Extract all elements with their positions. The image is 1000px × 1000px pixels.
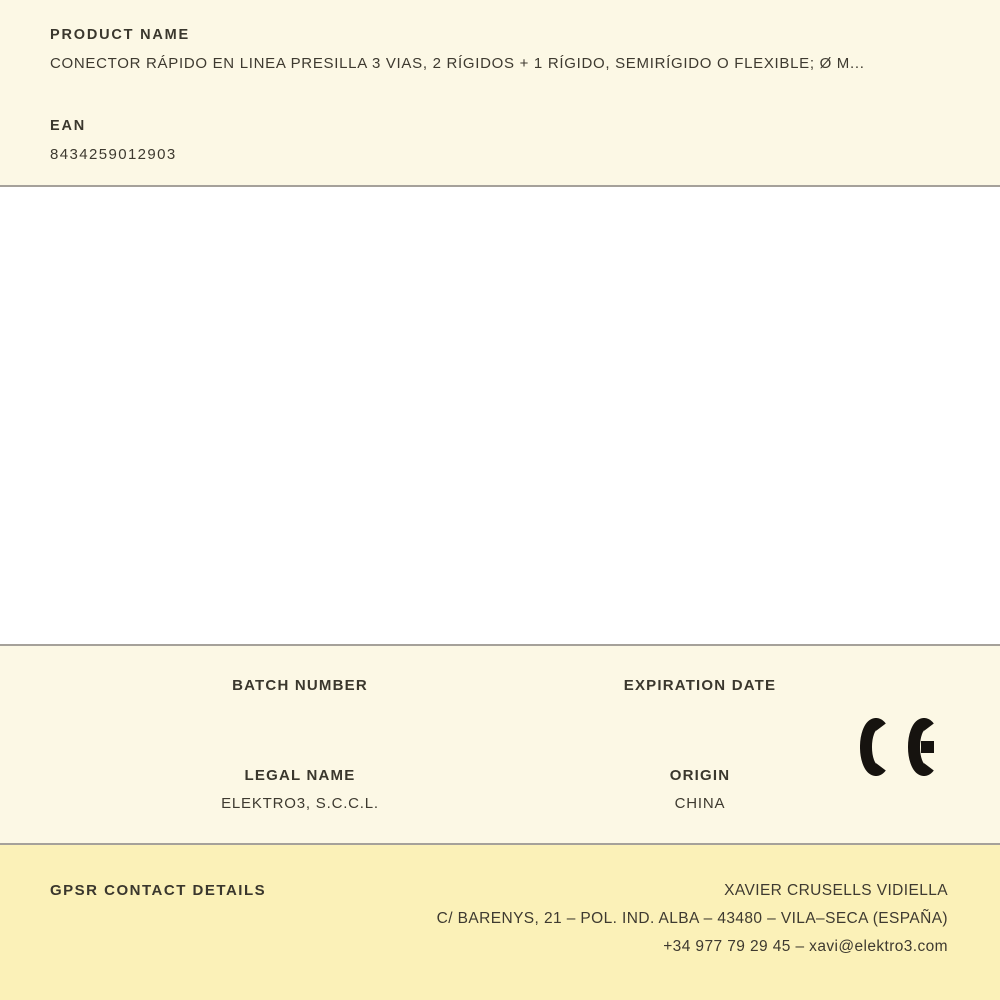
expiration-date-value — [500, 706, 900, 722]
contact-address: C/ BARENYS, 21 – POL. IND. ALBA – 43480 – VILA–SECA (ESPAÑA) — [436, 910, 948, 927]
product-name-value: CONECTOR RÁPIDO EN LINEA PRESILLA 3 VIAS, 2 RÍGIDOS + 1 RÍGIDO, SEMIRÍGIDO O FLEXIBLE; Ø M... — [50, 54, 865, 72]
batch-number-value — [100, 706, 500, 722]
ean-value: 8434259012903 — [50, 145, 177, 163]
expiration-date-field — [500, 678, 900, 722]
details-row-bottom — [100, 768, 900, 813]
details-section — [0, 644, 1000, 845]
origin-label: ORIGIN — [669, 767, 731, 784]
product-header-section — [0, 0, 1000, 187]
product-image-area — [0, 187, 1000, 644]
legal-name-value: ELEKTRO3, S.C.C.L. — [221, 795, 379, 812]
ean-label: EAN — [50, 118, 87, 134]
legal-name-label: LEGAL NAME — [244, 767, 356, 784]
product-name-label: PRODUCT NAME — [50, 27, 191, 43]
gpsr-contact-section — [0, 845, 1000, 1000]
origin-field — [500, 768, 900, 813]
legal-name-field — [100, 768, 500, 813]
expiration-date-label: EXPIRATION DATE — [623, 677, 777, 694]
contact-phone-email: +34 977 79 29 45 – xavi@elektro3.com — [663, 938, 948, 955]
origin-value: CHINA — [674, 795, 726, 812]
batch-number-label: BATCH NUMBER — [232, 677, 368, 694]
ce-mark-icon — [860, 718, 940, 776]
contact-name: XAVIER CRUSELLS VIDIELLA — [724, 882, 948, 899]
gpsr-contact-block — [437, 877, 948, 961]
gpsr-contact-label: GPSR CONTACT DETAILS — [50, 882, 267, 899]
details-row-top — [100, 678, 900, 722]
batch-number-field — [100, 678, 500, 722]
